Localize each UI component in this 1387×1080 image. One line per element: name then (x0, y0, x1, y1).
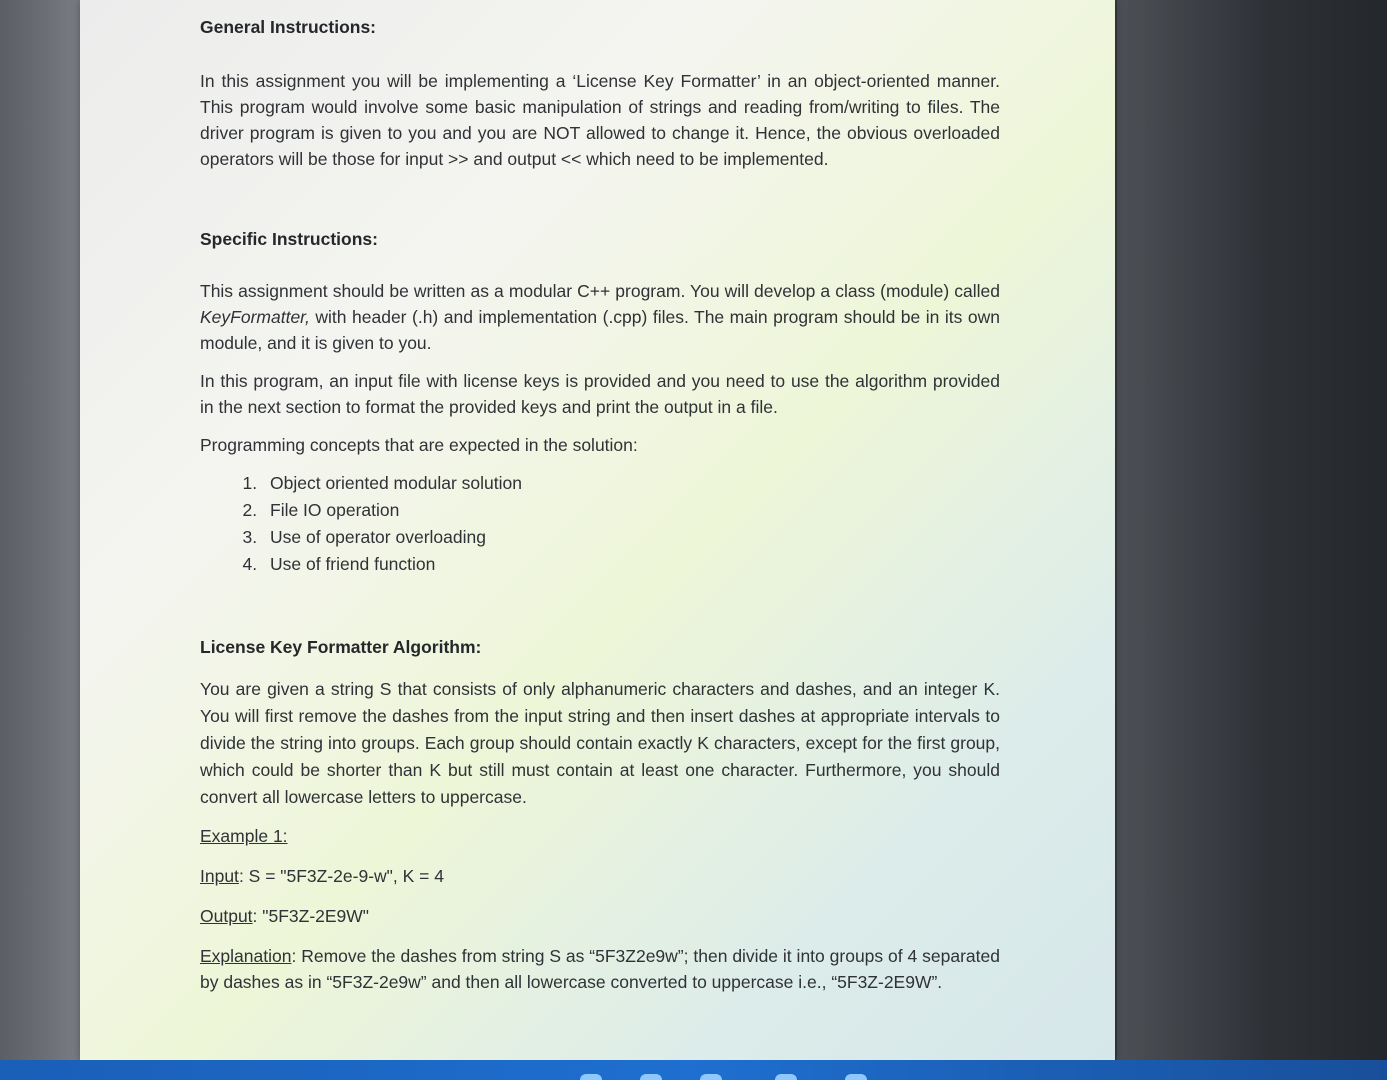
specific-p1-text-before: This assignment should be written as a modular C++ program. You will develop a class (module) called (200, 281, 1000, 301)
document-page (80, 0, 1115, 1062)
example-explanation (200, 943, 1000, 995)
taskbar-app-icon[interactable] (845, 1074, 867, 1080)
example-input (200, 863, 1000, 889)
explanation-value: : Remove the dashes from string S as “5F3Z2e9w”; then divide it into groups of 4 separated by dashes as in “5F3Z-2e9w” and then all lowercase converted to uppercase i.e., “5F3Z-2E9W”. (200, 946, 1000, 992)
specific-p1-text-after: with header (.h) and implementation (.cpp) files. The main program should be in its own module, and it is given to you. (200, 307, 1000, 353)
taskbar-app-icon[interactable] (775, 1074, 797, 1080)
output-label: Output (200, 906, 253, 926)
taskbar-app-icon[interactable] (640, 1074, 662, 1080)
general-instructions-paragraph: In this assignment you will be implementing a ‘License Key Formatter’ in an object-oriented manner. This program would involve some basic manipulation of strings and reading from/writing to files. The driver program is given to you and you are NOT allowed to change it. Hence, the obvious overloaded operators will be those for input >> and output << which need to be implemented. (200, 71, 1000, 169)
explanation-label: Explanation (200, 946, 292, 966)
algorithm-heading: License Key Formatter Algorithm: (200, 637, 482, 657)
example-output (200, 903, 1000, 929)
concept-item: 2. File IO operation (262, 497, 1000, 524)
concept-item: 1. Object oriented modular solution (262, 470, 1000, 497)
concepts-list (200, 470, 1000, 578)
taskbar-app-icon[interactable] (700, 1074, 722, 1080)
input-value: : S = "5F3Z-2e-9-w", K = 4 (238, 866, 444, 886)
monitor-bezel-right (1117, 0, 1387, 1080)
concept-item: 3. Use of operator overloading (262, 524, 1000, 551)
algorithm-paragraph: You are given a string S that consists of only alphanumeric characters and dashes, and an integer K. You will first remove the dashes from the input string and then insert dashes at appropriate intervals to divide the string into groups. Each group should contain exactly K characters, except for the first group, which could be shorter than K but still must contain at least one character. Furthermore, you should convert all lowercase letters to uppercase. (200, 679, 1000, 807)
specific-paragraph-2: In this program, an input file with license keys is provided and you need to use the algorithm provided in the next section to format the provided keys and print the output in a file. (200, 371, 1000, 417)
output-value: : "5F3Z-2E9W" (252, 906, 370, 926)
concept-item: 4. Use of friend function (262, 551, 1000, 578)
specific-paragraph-1 (200, 278, 1000, 356)
specific-paragraph-3: Programming concepts that are expected in the solution: (200, 435, 638, 455)
input-label: Input (200, 866, 239, 886)
specific-instructions-heading: Specific Instructions: (200, 229, 378, 249)
class-name-italic: KeyFormatter, (200, 307, 310, 327)
general-instructions-heading: General Instructions: (200, 17, 377, 37)
taskbar (0, 1060, 1387, 1080)
document-content (200, 14, 1000, 995)
example-heading: Example 1: (200, 826, 288, 846)
taskbar-app-icon[interactable] (580, 1074, 602, 1080)
monitor-bezel-left (0, 0, 80, 1080)
